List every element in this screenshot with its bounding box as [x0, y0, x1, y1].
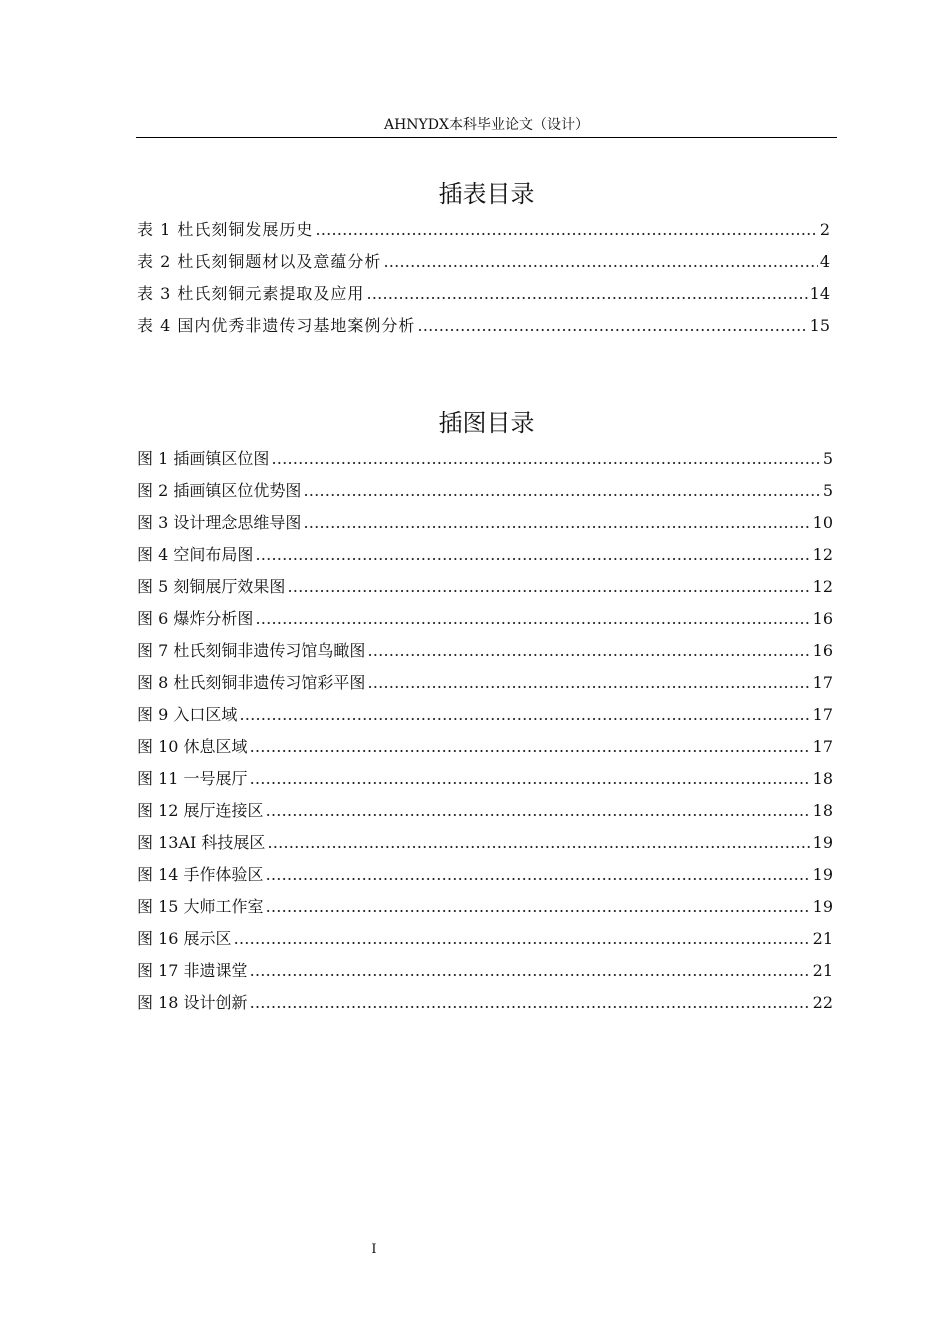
dot-leader — [250, 763, 811, 795]
toc-entry[interactable] — [137, 246, 830, 278]
toc-entry-page: 14 — [809, 284, 830, 303]
toc-entry-page: 17 — [812, 705, 833, 724]
toc-entry-label: 图 2 插画镇区位优势图 — [137, 481, 302, 500]
toc-entry-label: 图 14 手作体验区 — [137, 865, 264, 884]
toc-entry-page: 19 — [812, 833, 833, 852]
toc-entry-page: 5 — [822, 449, 833, 468]
toc-entry-label: 表 4 国内优秀非遗传习基地案例分析 — [137, 316, 416, 335]
toc-entry-label: 图 9 入口区域 — [137, 705, 238, 724]
dot-leader — [255, 603, 810, 635]
toc-entry-page: 16 — [812, 641, 833, 660]
toc-entry[interactable] — [137, 891, 833, 923]
toc-entry-page: 10 — [812, 513, 833, 532]
dot-leader — [239, 699, 810, 731]
toc-entry-page: 21 — [812, 929, 833, 948]
toc-entry[interactable] — [137, 507, 833, 539]
toc-entry[interactable] — [137, 667, 833, 699]
toc-entry-label: 图 4 空间布局图 — [137, 545, 254, 564]
dot-leader — [417, 310, 807, 342]
dot-leader — [266, 795, 811, 827]
toc-entry-label: 图 1 插画镇区位图 — [137, 449, 270, 468]
toc-entry-page: 17 — [812, 737, 833, 756]
dot-leader — [267, 827, 810, 859]
running-header: AHNYDX本科毕业论文（设计） — [383, 117, 589, 133]
header-rule — [136, 137, 837, 138]
toc-entry[interactable] — [137, 859, 833, 891]
toc-entry-page: 21 — [812, 961, 833, 980]
toc-entry-page: 18 — [812, 769, 833, 788]
toc-entry[interactable] — [137, 539, 833, 571]
toc-entry[interactable] — [137, 571, 833, 603]
toc-entry-page: 12 — [812, 577, 833, 596]
toc-entry[interactable] — [137, 731, 833, 763]
toc-entry-label: 图 6 爆炸分析图 — [137, 609, 254, 628]
toc-entry-page: 22 — [812, 993, 833, 1012]
figures-title: 插图目录 — [438, 409, 535, 437]
dot-leader — [287, 571, 810, 603]
dot-leader — [315, 214, 817, 246]
dot-leader — [255, 539, 810, 571]
toc-entry[interactable] — [137, 795, 833, 827]
toc-entry-page: 2 — [819, 220, 830, 239]
dot-leader — [303, 507, 810, 539]
toc-entry-label: 表 2 杜氏刻铜题材以及意蕴分析 — [137, 252, 382, 271]
dot-leader — [271, 443, 820, 475]
tables-title: 插表目录 — [438, 180, 535, 208]
table-of-figures — [137, 443, 833, 1019]
toc-entry[interactable] — [137, 763, 833, 795]
toc-entry-label: 图 18 设计创新 — [137, 993, 248, 1012]
toc-entry-label: 图 10 休息区域 — [137, 737, 248, 756]
dot-leader — [250, 731, 811, 763]
toc-entry-label: 图 12 展厅连接区 — [137, 801, 264, 820]
dot-leader — [250, 955, 811, 987]
toc-entry[interactable] — [137, 475, 833, 507]
toc-entry-page: 15 — [809, 316, 830, 335]
toc-entry-label: 图 17 非遗课堂 — [137, 961, 248, 980]
toc-entry-page: 5 — [822, 481, 833, 500]
toc-entry[interactable] — [137, 603, 833, 635]
toc-entry-label: 图 8 杜氏刻铜非遗传习馆彩平图 — [137, 673, 366, 692]
toc-entry[interactable] — [137, 955, 833, 987]
toc-entry-page: 16 — [812, 609, 833, 628]
toc-entry-page: 4 — [819, 252, 830, 271]
toc-entry[interactable] — [137, 278, 830, 310]
toc-entry-label: 表 1 杜氏刻铜发展历史 — [137, 220, 314, 239]
toc-entry[interactable] — [137, 310, 830, 342]
dot-leader — [266, 891, 811, 923]
toc-entry-label: 图 15 大师工作室 — [137, 897, 264, 916]
dot-leader — [367, 667, 810, 699]
page-number: I — [371, 1242, 377, 1257]
table-of-tables — [137, 214, 830, 342]
toc-entry[interactable] — [137, 987, 833, 1019]
toc-entry-label: 图 7 杜氏刻铜非遗传习馆鸟瞰图 — [137, 641, 366, 660]
toc-entry-label: 图 3 设计理念思维导图 — [137, 513, 302, 532]
toc-entry-label: 表 3 杜氏刻铜元素提取及应用 — [137, 284, 365, 303]
dot-leader — [266, 859, 811, 891]
toc-entry-label: 图 11 一号展厅 — [137, 769, 248, 788]
toc-entry-page: 17 — [812, 673, 833, 692]
toc-entry[interactable] — [137, 923, 833, 955]
toc-entry[interactable] — [137, 827, 833, 859]
toc-entry-label: 图 5 刻铜展厅效果图 — [137, 577, 286, 596]
dot-leader — [366, 278, 807, 310]
toc-entry-page: 18 — [812, 801, 833, 820]
toc-entry-label: 图 16 展示区 — [137, 929, 232, 948]
dot-leader — [367, 635, 810, 667]
dot-leader — [250, 987, 811, 1019]
toc-entry-page: 19 — [812, 897, 833, 916]
toc-entry[interactable] — [137, 635, 833, 667]
dot-leader — [234, 923, 811, 955]
toc-entry-label: 图 13AI 科技展区 — [137, 833, 266, 852]
dot-leader — [383, 246, 817, 278]
toc-entry-page: 19 — [812, 865, 833, 884]
toc-entry-page: 12 — [812, 545, 833, 564]
dot-leader — [303, 475, 820, 507]
toc-entry[interactable] — [137, 699, 833, 731]
toc-entry[interactable] — [137, 443, 833, 475]
toc-entry[interactable] — [137, 214, 830, 246]
